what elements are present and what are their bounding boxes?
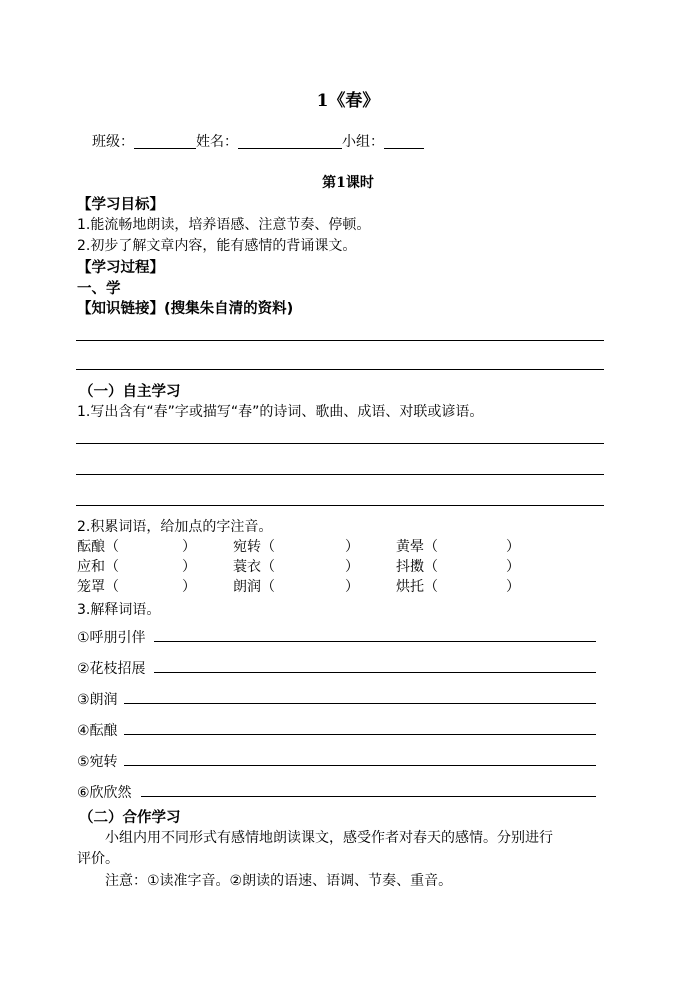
answer-line[interactable] bbox=[154, 672, 596, 673]
class-blank[interactable] bbox=[134, 147, 196, 149]
goal-item-1: 1.能流畅地朗读，培养语感、注意节奏、停顿。 bbox=[77, 217, 371, 233]
question-1: 1.写出含有“春”字或描写“春”的诗词、歌曲、成语、对联或谚语。 bbox=[77, 404, 484, 420]
term-6: ⑥欣欣然 bbox=[77, 785, 132, 801]
vocab-row bbox=[77, 576, 520, 596]
vocab-close: ） bbox=[182, 559, 196, 575]
goal-item-2: 2.初步了解文章内容，能有感情的背诵课文。 bbox=[77, 238, 357, 254]
vocab-word: 笼罩（ bbox=[77, 579, 119, 595]
name-label: 姓名： bbox=[196, 134, 238, 150]
vocab-word: 烘托（ bbox=[396, 579, 438, 595]
class-label: 班级： bbox=[92, 134, 134, 150]
answer-line[interactable] bbox=[124, 734, 596, 735]
vocab-word: 宛转（ bbox=[233, 539, 275, 555]
vocab-close: ） bbox=[506, 579, 520, 595]
vocab-word: 应和（ bbox=[77, 559, 119, 575]
part-one-heading: 一、学 bbox=[77, 281, 121, 297]
answer-line[interactable] bbox=[76, 443, 604, 444]
coop-paragraph-line-2: 评价。 bbox=[77, 851, 119, 867]
question-3: 3.解释词语。 bbox=[77, 602, 161, 618]
term-5: ⑤宛转 bbox=[77, 754, 118, 770]
vocab-word: 抖擞（ bbox=[396, 559, 438, 575]
vocab-row bbox=[77, 536, 520, 556]
group-blank[interactable] bbox=[384, 147, 424, 149]
answer-line[interactable] bbox=[76, 369, 604, 370]
question-2: 2.积累词语，给加点的字注音。 bbox=[77, 519, 273, 535]
vocab-close: ） bbox=[345, 579, 359, 595]
coop-paragraph-line-1: 小组内用不同形式有感情地朗读课文，感受作者对春天的感情。分别进行 bbox=[105, 830, 553, 846]
vocab-row bbox=[77, 556, 520, 576]
answer-line[interactable] bbox=[141, 796, 596, 797]
process-heading: 【学习过程】 bbox=[77, 260, 164, 276]
vocab-word: 酝酿（ bbox=[77, 539, 119, 555]
vocab-table bbox=[77, 536, 520, 596]
vocab-close: ） bbox=[345, 539, 359, 555]
goals-heading: 【学习目标】 bbox=[77, 197, 164, 213]
term-1: ①呼朋引伴 bbox=[77, 630, 146, 646]
knowledge-heading: 【知识链接】(搜集朱自清的资料) bbox=[77, 301, 294, 317]
vocab-close: ） bbox=[182, 539, 196, 555]
vocab-word: 黄晕（ bbox=[396, 539, 438, 555]
answer-line[interactable] bbox=[76, 505, 604, 506]
term-3: ③朗润 bbox=[77, 692, 118, 708]
self-study-heading: （一）自主学习 bbox=[79, 384, 181, 400]
answer-line[interactable] bbox=[124, 703, 596, 704]
answer-line[interactable] bbox=[76, 340, 604, 341]
group-label: 小组： bbox=[342, 134, 384, 150]
answer-line[interactable] bbox=[154, 641, 596, 642]
coop-heading: （二）合作学习 bbox=[79, 810, 181, 826]
vocab-close: ） bbox=[506, 539, 520, 555]
answer-line[interactable] bbox=[76, 474, 604, 475]
term-4: ④酝酿 bbox=[77, 723, 118, 739]
vocab-close: ） bbox=[506, 559, 520, 575]
term-2: ②花枝招展 bbox=[77, 661, 146, 677]
lesson-number: 第1课时 bbox=[322, 175, 374, 191]
vocab-close: ） bbox=[345, 559, 359, 575]
vocab-word: 朗润（ bbox=[233, 579, 275, 595]
coop-note: 注意：①读准字音。②朗读的语速、语调、节奏、重音。 bbox=[105, 873, 453, 889]
answer-line[interactable] bbox=[124, 765, 596, 766]
student-info-line bbox=[92, 131, 424, 151]
page-title: 1《春》 bbox=[316, 91, 380, 111]
vocab-close: ） bbox=[182, 579, 196, 595]
name-blank[interactable] bbox=[238, 147, 342, 149]
vocab-word: 蓑衣（ bbox=[233, 559, 275, 575]
